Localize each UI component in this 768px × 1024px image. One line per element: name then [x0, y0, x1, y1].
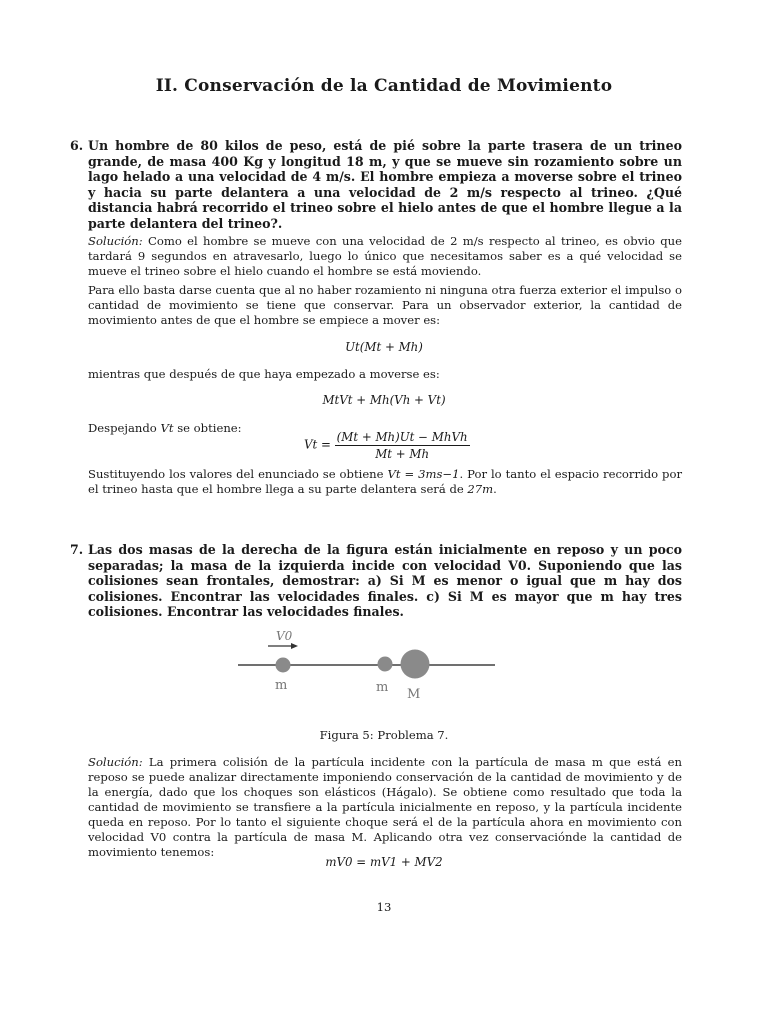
para4-variable: Vt: [160, 421, 174, 435]
para4-text-a: Despejando: [88, 421, 157, 435]
problem-6-solution-para5: [88, 467, 682, 497]
solution-label: Solución:: [88, 234, 143, 248]
equation-momentum-after: MtVt + Mh(Vh + Vt): [322, 393, 446, 407]
label-m-rest: m: [376, 680, 389, 695]
problem-6-text: Un hombre de 80 kilos de peso, está de pié sobre la parte trasera de un trineo grande, de masa 400 Kg y longitud 18 m, y que se mueve sin rozamiento sobre un lago helado a una velocidad de 4 m/s. El hombre empieza a moverse sobre el trineo y hacia su parte delantera a una velocidad de 2 m/s respecto al trineo. ¿Qué distancia habrá recorrido el trineo sobre el hielo antes de que el hombre llegue a la parte delantera del trineo?.: [88, 138, 682, 231]
equation-momentum-before: Ut(Mt + Mh): [345, 340, 423, 354]
figure-caption: Figura 5: Problema 7.: [319, 728, 449, 742]
problem-6-number: 6.: [70, 138, 84, 153]
para5-text-a: Sustituyendo los valores del enunciado se obtiene: [88, 467, 384, 481]
problem-7-number: 7.: [70, 542, 84, 557]
eq3-lhs: Vt =: [304, 437, 331, 452]
para5-end: .: [493, 482, 497, 496]
problem-7-solution-para1: [88, 755, 682, 860]
equation-vt-solved: [304, 430, 470, 461]
mass-m-rest: [378, 657, 393, 672]
para4-text-b: se obtiene:: [177, 421, 242, 435]
solution-label-7: Solución:: [88, 755, 143, 769]
problem-6-solution-para1: [88, 234, 682, 279]
mass-M-rest: [401, 650, 430, 679]
page-number: 13: [376, 900, 392, 914]
problem-6-solution-para2: Para ello basta darse cuenta que al no haber rozamiento ni ninguna otra fuerza exterior el impulso o cantidad de movimiento se tiene que conservar. Para un observador exterior, la cantidad de movimiento antes de que el hombre se empiece a mover es:: [88, 283, 682, 327]
section-title: II. Conservación de la Cantidad de Movimiento: [155, 76, 613, 96]
velocity-label: V0: [276, 629, 293, 643]
eq3-denominator: Mt + Mh: [375, 447, 430, 461]
para5-equation: Vt = 3ms−1: [387, 467, 460, 481]
solution-text-7: La primera colisión de la partícula incidente con la partícula de masa m que está en reposo se puede analizar directamente imponiendo conservación de la cantidad de movimiento y de la energía, dado que los choques son elásticos (Hágalo). Se obtiene como resultado que toda la cantidad de movimiento se transfiere a la partícula inicialmente en reposo, y la partícula incidente queda en reposo. Por lo tanto el siguiente choque será el de la partícula ahora en movimiento con velocidad V0 contra la partícula de masa M. Aplicando otra vez conservaciónde la cantidad de movimiento tenemos:: [88, 755, 682, 859]
eq3-fraction: [335, 430, 470, 461]
label-m-incident: m: [275, 678, 288, 693]
para5-value: 27m: [467, 482, 494, 496]
solution-text: Como el hombre se mueve con una velocidad de 2 m/s respecto al trineo, es obvio que tardará 9 segundos en atravesarlo, luego lo único que necesitamos saber es a qué velocidad se mueve el trineo sobre el hielo cuando el hombre se está moviendo.: [88, 234, 682, 278]
problem-6-solution-para3: mientras que después de que haya empezado a moverse es:: [88, 367, 440, 381]
problem-6-statement: [70, 138, 682, 232]
para5-text-b: . Por lo tanto el espacio recorrido por el trineo hasta que el hombre llega a su parte delantera será de: [88, 467, 682, 496]
velocity-arrow-head: [291, 643, 298, 649]
equation-momentum-second-collision: mV0 = mV1 + MV2: [325, 855, 443, 869]
mass-m-incident: [276, 658, 291, 673]
problem-7-statement: [70, 542, 682, 620]
label-M-rest: M: [407, 687, 421, 702]
eq3-numerator: (Mt + Mh)Ut − MhVh: [336, 430, 468, 444]
problem-7-text: Las dos masas de la derecha de la figura están inicialmente en reposo y un poco separadas; la masa de la izquierda incide con velocidad V0. Suponiendo que las colisiones sean frontales, demostrar: a) Si M es menor o igual que m hay dos colisiones. Encontrar las velocidades finales. c) Si M es mayor que m hay tres colisiones. Encontrar las velocidades finales.: [88, 542, 682, 620]
